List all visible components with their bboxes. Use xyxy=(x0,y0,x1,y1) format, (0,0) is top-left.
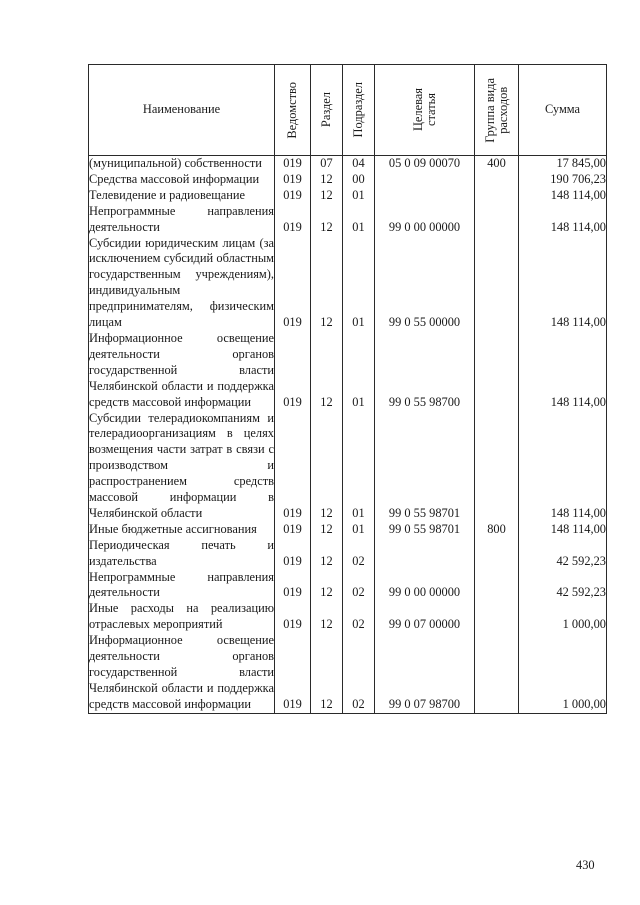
row-subsection: 01 xyxy=(343,522,375,538)
row-section: 12 xyxy=(311,633,343,713)
row-target-article: 99 0 00 00000 xyxy=(375,204,475,236)
row-target-article xyxy=(375,538,475,570)
header-expense-group: Группа вида расходов xyxy=(475,65,519,156)
row-expense-group xyxy=(475,188,519,204)
table-header-row xyxy=(89,65,607,156)
row-expense-group: 800 xyxy=(475,522,519,538)
table-row xyxy=(89,633,607,713)
row-expense-group xyxy=(475,172,519,188)
row-ministry: 019 xyxy=(275,236,311,331)
budget-table xyxy=(88,64,607,714)
row-target-article: 99 0 00 00000 xyxy=(375,570,475,602)
row-expense-group xyxy=(475,204,519,236)
page-number: 430 xyxy=(576,858,595,872)
row-name: (муниципальной) собственности xyxy=(89,156,275,172)
row-name: Средства массовой информации xyxy=(89,172,275,188)
row-ministry: 019 xyxy=(275,204,311,236)
row-subsection: 02 xyxy=(343,601,375,633)
row-subsection: 02 xyxy=(343,538,375,570)
row-ministry: 019 xyxy=(275,570,311,602)
row-name: Иные расходы на реализацию отраслевых мероприятий xyxy=(89,601,274,632)
header-amount: Сумма xyxy=(519,65,607,156)
row-target-article xyxy=(375,188,475,204)
row-ministry: 019 xyxy=(275,601,311,633)
row-section: 07 xyxy=(311,156,343,172)
row-target-article: 99 0 55 98701 xyxy=(375,522,475,538)
row-section: 12 xyxy=(311,570,343,602)
row-name: Непрограммные направления деятельности xyxy=(89,203,274,234)
row-amount: 17 845,00 xyxy=(519,156,607,172)
row-expense-group xyxy=(475,538,519,570)
row-amount: 42 592,23 xyxy=(519,538,607,570)
row-subsection: 01 xyxy=(343,331,375,411)
row-name: Субсидии телерадиокомпаниям и телерадиоорганизациям в целях возмещения части затрат в связи с производством и распространением средств массовой информации в Челябинской области xyxy=(89,410,274,520)
table-row xyxy=(89,538,607,570)
row-name: Информационное освещение деятельности органов государственной власти Челябинской области и поддержка средств массовой информации xyxy=(89,633,275,713)
row-target-article: 05 0 09 00070 xyxy=(375,156,475,172)
row-name: Непрограммные направления деятельности xyxy=(89,569,274,600)
row-amount: 1 000,00 xyxy=(519,601,607,633)
row-name: Информационное освещение деятельности органов государственной власти Челябинской области и поддержка средств массовой информации xyxy=(89,330,274,409)
header-ministry: Ведомство xyxy=(275,65,311,156)
row-subsection: 01 xyxy=(343,188,375,204)
row-name: Периодическая печать и издательства xyxy=(89,537,274,568)
row-amount: 148 114,00 xyxy=(519,204,607,236)
row-expense-group: 400 xyxy=(475,156,519,172)
row-section: 12 xyxy=(311,188,343,204)
row-section: 12 xyxy=(311,172,343,188)
row-ministry: 019 xyxy=(275,331,311,411)
row-ministry: 019 xyxy=(275,538,311,570)
header-subsection: Подраздел xyxy=(343,65,375,156)
row-expense-group xyxy=(475,411,519,522)
row-target-article: 99 0 07 98700 xyxy=(375,633,475,713)
row-amount: 42 592,23 xyxy=(519,570,607,602)
row-amount: 148 114,00 xyxy=(519,188,607,204)
table-row xyxy=(89,411,607,522)
row-name: Телевидение и радиовещание xyxy=(89,188,275,204)
row-ministry: 019 xyxy=(275,522,311,538)
row-name: Субсидии юридическим лицам (за исключением субсидий областным государственным учреждениям), индивидуальным предпринимателям, физическим лицам xyxy=(89,235,274,330)
row-expense-group xyxy=(475,633,519,713)
row-target-article xyxy=(375,172,475,188)
row-amount: 148 114,00 xyxy=(519,522,607,538)
row-amount: 148 114,00 xyxy=(519,331,607,411)
row-subsection: 04 xyxy=(343,156,375,172)
row-expense-group xyxy=(475,236,519,331)
row-target-article: 99 0 55 00000 xyxy=(375,236,475,331)
row-subsection: 01 xyxy=(343,411,375,522)
row-subsection: 01 xyxy=(343,236,375,331)
row-section: 12 xyxy=(311,538,343,570)
table-row xyxy=(89,156,607,172)
row-ministry: 019 xyxy=(275,156,311,172)
table-row xyxy=(89,601,607,633)
row-section: 12 xyxy=(311,331,343,411)
row-subsection: 01 xyxy=(343,204,375,236)
row-section: 12 xyxy=(311,601,343,633)
table-row xyxy=(89,236,607,331)
table-row xyxy=(89,188,607,204)
row-amount: 1 000,00 xyxy=(519,633,607,713)
row-section: 12 xyxy=(311,411,343,522)
row-name: Иные бюджетные ассигнования xyxy=(89,522,275,538)
row-expense-group xyxy=(475,601,519,633)
row-target-article: 99 0 55 98700 xyxy=(375,331,475,411)
row-expense-group xyxy=(475,331,519,411)
table-row xyxy=(89,570,607,602)
row-subsection: 02 xyxy=(343,570,375,602)
row-ministry: 019 xyxy=(275,172,311,188)
row-ministry: 019 xyxy=(275,188,311,204)
row-target-article: 99 0 55 98701 xyxy=(375,411,475,522)
row-amount: 148 114,00 xyxy=(519,236,607,331)
row-section: 12 xyxy=(311,204,343,236)
table-row xyxy=(89,331,607,411)
header-target-article: Целевая статья xyxy=(375,65,475,156)
table-row xyxy=(89,172,607,188)
row-section: 12 xyxy=(311,522,343,538)
row-subsection: 02 xyxy=(343,633,375,713)
header-section: Раздел xyxy=(311,65,343,156)
row-section: 12 xyxy=(311,236,343,331)
row-ministry: 019 xyxy=(275,633,311,713)
header-name: Наименование xyxy=(89,65,275,156)
row-subsection: 00 xyxy=(343,172,375,188)
row-amount: 148 114,00 xyxy=(519,411,607,522)
row-target-article: 99 0 07 00000 xyxy=(375,601,475,633)
table-row xyxy=(89,522,607,538)
row-amount: 190 706,23 xyxy=(519,172,607,188)
row-ministry: 019 xyxy=(275,411,311,522)
table-row xyxy=(89,204,607,236)
row-expense-group xyxy=(475,570,519,602)
